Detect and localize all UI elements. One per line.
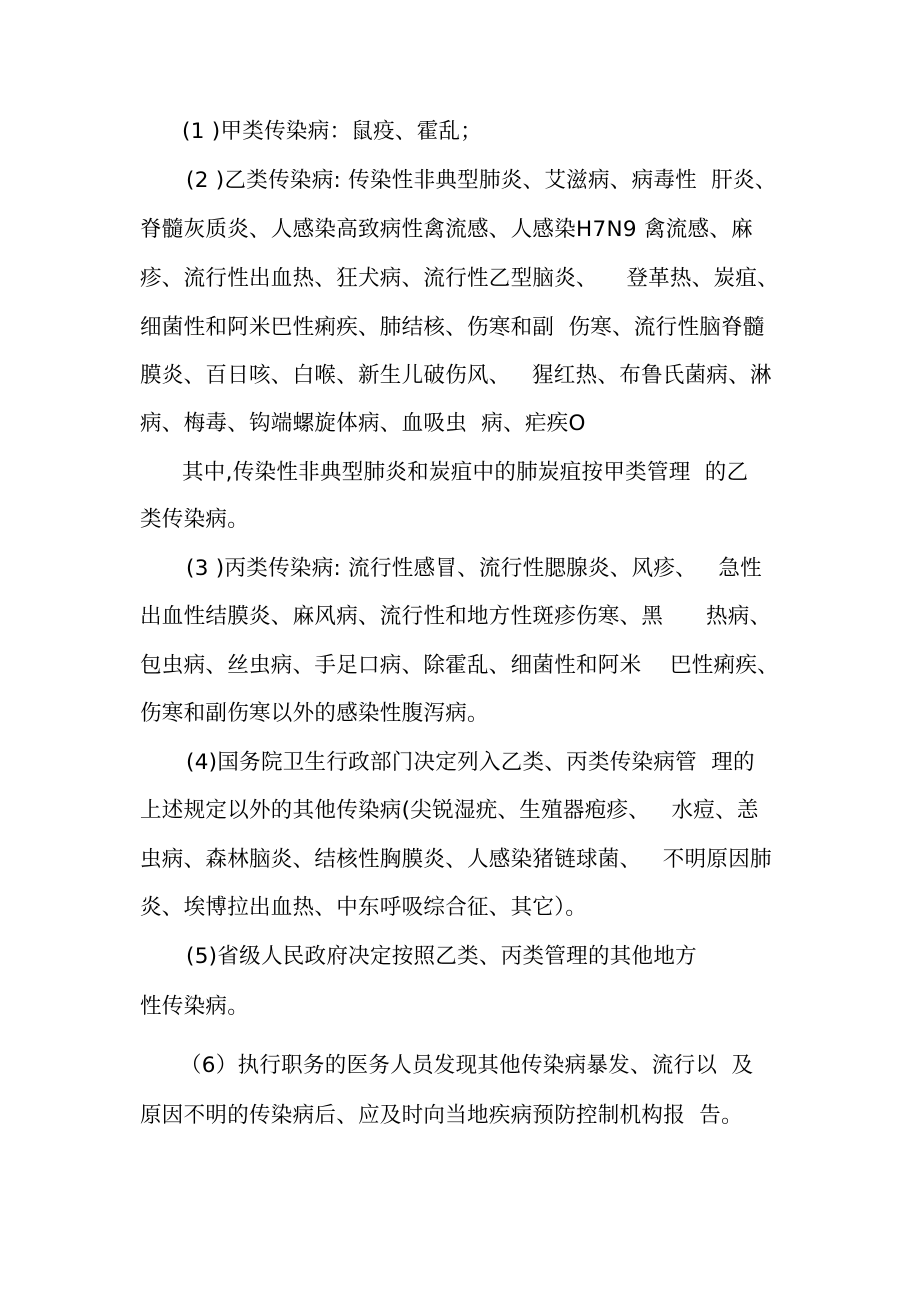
paragraph-provincial-line: 性传染病。 xyxy=(140,994,250,1019)
paragraph-category-b-line: 疹、流行性出血热、狂犬病、流行性乙型脑炎、 登革热、炭疽、 xyxy=(140,266,779,291)
paragraph-category-c-line: 伤寒和副伤寒以外的感染性腹泻病。 xyxy=(140,701,489,726)
paragraph-category-b-line: 膜炎、百日咳、白喉、新生儿破伤风、 猩红热、布鲁氏菌病、淋 xyxy=(140,363,772,388)
paragraph-category-b-note-line: 类传染病。 xyxy=(140,507,250,532)
paragraph-state-council-line: 虫病、森林脑炎、结核性胸膜炎、人感染猪链球菌、 不明原因肺 xyxy=(140,847,772,872)
paragraph-category-b-line: 病、梅毒、钩端螺旋体病、血吸虫 病、疟疾O xyxy=(140,411,586,436)
paragraph-category-b-line: (2 )乙类传染病: 传染性非典型肺炎、艾滋病、病毒性 肝炎、 xyxy=(186,168,777,193)
paragraph-state-council-line: (4)国务院卫生行政部门决定列入乙类、丙类传染病管 理的 xyxy=(186,750,755,775)
paragraph-category-b-line: 脊髓灰质炎、人感染高致病性禽流感、人感染H7N9 禽流感、麻 xyxy=(140,217,753,242)
paragraph-category-c-line: (3 )丙类传染病: 流行性感冒、流行性腮腺炎、风疹、 急性 xyxy=(186,556,762,581)
paragraph-category-c-line: 出血性结膜炎、麻风病、流行性和地方性斑疹伤寒、黑 热病、 xyxy=(140,604,772,629)
paragraph-reporting-duty-line: （6）执行职务的医务人员发现其他传染病暴发、流行以 及 xyxy=(180,1053,754,1078)
paragraph-reporting-duty-line: 原因不明的传染病后、应及时向当地疾病预防控制机构报 告。 xyxy=(140,1103,743,1128)
paragraph-category-a-line: (1 )甲类传染病：鼠疫、霍乱； xyxy=(182,119,483,144)
paragraph-state-council-line: 上述规定以外的其他传染病(尖锐湿疣、生殖器疱疹、 水痘、恙 xyxy=(140,798,759,823)
paragraph-provincial-line: (5)省级人民政府决定按照乙类、丙类管理的其他地方 xyxy=(186,944,697,969)
paragraph-category-b-note-line: 其中,传染性非典型肺炎和炭疽中的肺炭疽按甲类管理 的乙 xyxy=(182,460,749,485)
paragraph-state-council-line: 炎、埃博拉出血热、中东呼吸综合征、其它）。 xyxy=(140,895,588,920)
paragraph-category-c-line: 包虫病、丝虫病、手足口病、除霍乱、细菌性和阿米 巴性痢疾、 xyxy=(140,653,779,678)
paragraph-category-b-line: 细菌性和阿米巴性痢疾、肺结核、伤寒和副 伤寒、流行性脑脊髓 xyxy=(140,315,765,340)
